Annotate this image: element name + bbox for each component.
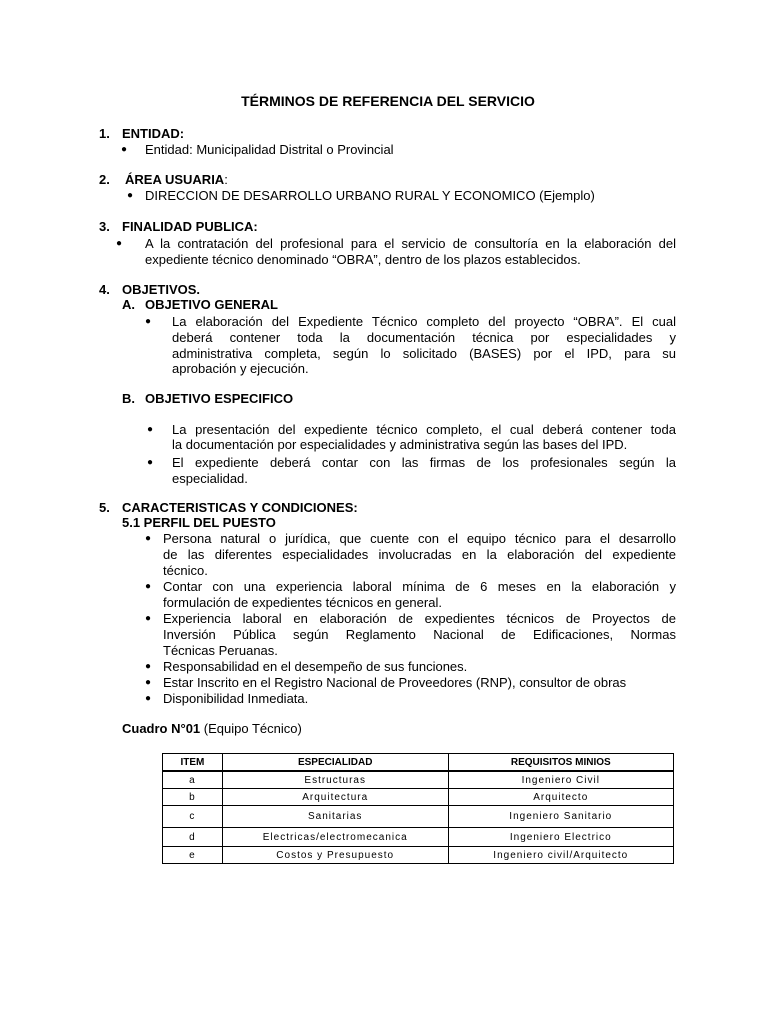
profile-item-line: formulación de expedientes técnicos en general. [163,595,442,610]
table-row [163,789,674,806]
table-header-row [163,754,674,772]
table-cell: b [163,789,223,806]
profile-item-line: Contar con una experiencia laboral mínima de 6 meses en la elaboración y [163,579,676,594]
section-number: 1. [99,126,110,141]
section-3-line: expediente técnico denominado “OBRA”, dentro de los plazos establecidos. [145,252,581,267]
document-title: TÉRMINOS DE REFERENCIA DEL SERVICIO [241,93,535,109]
objective-specific-line: la documentación por especialidades y administrativa según las bases del IPD. [172,437,628,452]
table-cell: Sanitarias [222,806,448,828]
caption-bold: Cuadro N°01 [122,721,201,736]
bullet-icon: ● [147,424,154,435]
caption-rest: (Equipo Técnico) [200,721,302,736]
profile-item-line: Técnicas Peruanas. [163,643,278,658]
bullet-icon: ● [145,661,152,672]
equipment-table [162,753,674,864]
objective-general-line: deberá contener toda la documentación técnica por especialidades y [172,330,676,345]
table-cell: Electricas/electromecanica [222,828,448,847]
table-header-cell: REQUISITOS MINIOS [448,754,673,772]
objective-general-line: La elaboración del Expediente Técnico completo del proyecto “OBRA”. El cual [172,314,676,329]
profile-item-line: Responsabilidad en el desempeño de sus funciones. [163,659,468,674]
section-label-suffix: : [224,172,228,187]
section-number: 5. [99,500,110,515]
section-3-line: A la contratación del profesional para el servicio de consultoría en la elaboración del [145,236,676,251]
section-label: ÁREA USUARIA [125,172,225,187]
table-cell: c [163,806,223,828]
table-cell: e [163,847,223,864]
section-label: FINALIDAD PUBLICA: [122,219,258,234]
table-cell: Ingeniero Civil [448,771,673,789]
bullet-icon: ● [127,190,134,201]
table-cell: Arquitecto [448,789,673,806]
table-row [163,806,674,828]
table-row [163,828,674,847]
bullet-icon: ● [145,613,152,624]
profile-item-line: Persona natural o jurídica, que cuente con el equipo técnico para el desarrollo [163,531,676,546]
objective-specific-line: La presentación del expediente técnico completo, el cual deberá contener toda [172,422,676,437]
objective-specific-line: especialidad. [172,471,248,486]
section-number: 2. [99,172,110,187]
section-label: CARACTERISTICAS Y CONDICIONES: [122,500,358,515]
table-header-cell: ITEM [163,754,223,772]
profile-item-line: Experiencia laboral en elaboración de expedientes técnicos de Proyectos de [163,611,676,626]
objective-general-line: administrativa completa, según lo solicitado (BASES) por el IPD, para su [172,346,676,361]
profile-item-line: Estar Inscrito en el Registro Nacional de Proveedores (RNP), consultor de obras [163,675,627,690]
profile-item-line: Inversión Pública según Reglamento Nacional de Edificaciones, Normas [163,627,676,642]
section-1-text: Entidad: Municipalidad Distrital o Provincial [145,142,394,157]
table-cell: Estructuras [222,771,448,789]
objective-general-line: aprobación y ejecución. [172,361,309,376]
table-cell: Ingeniero Sanitario [448,806,673,828]
profile-item-line: Disponibilidad Inmediata. [163,691,309,706]
table-header-cell: ESPECIALIDAD [222,754,448,772]
subsection-label: OBJETIVO ESPECIFICO [145,391,294,406]
objective-specific-line: El expediente deberá contar con las firmas de los profesionales según la [172,455,676,470]
bullet-icon: ● [147,457,154,468]
subsection-letter: A. [122,297,135,312]
bullet-icon: ● [145,693,152,704]
subsection-letter: B. [122,391,135,406]
bullet-icon: ● [145,316,152,327]
subsection-heading: 5.1 PERFIL DEL PUESTO [122,515,276,530]
section-label: OBJETIVOS. [122,282,201,297]
bullet-icon: ● [145,533,152,544]
profile-item-line: de las diferentes especialidades involucradas en la elaboración del expediente [163,547,676,562]
table-cell: Arquitectura [222,789,448,806]
table-row [163,847,674,864]
bullet-icon: ● [116,238,123,249]
table-cell: Ingeniero civil/Arquitecto [448,847,673,864]
bullet-icon: ● [121,144,128,155]
table-cell: d [163,828,223,847]
section-2-text: DIRECCION DE DESARROLLO URBANO RURAL Y ECONOMICO (Ejemplo) [145,188,595,203]
table-caption [122,721,302,736]
bullet-icon: ● [145,677,152,688]
subsection-label: OBJETIVO GENERAL [145,297,278,312]
section-label: ENTIDAD: [122,126,185,141]
table-cell: a [163,771,223,789]
profile-item-line: técnico. [163,563,208,578]
table-row [163,771,674,789]
bullet-icon: ● [145,581,152,592]
section-number: 3. [99,219,110,234]
table-cell: Costos y Presupuesto [222,847,448,864]
section-number: 4. [99,282,110,297]
table-cell: Ingeniero Electrico [448,828,673,847]
